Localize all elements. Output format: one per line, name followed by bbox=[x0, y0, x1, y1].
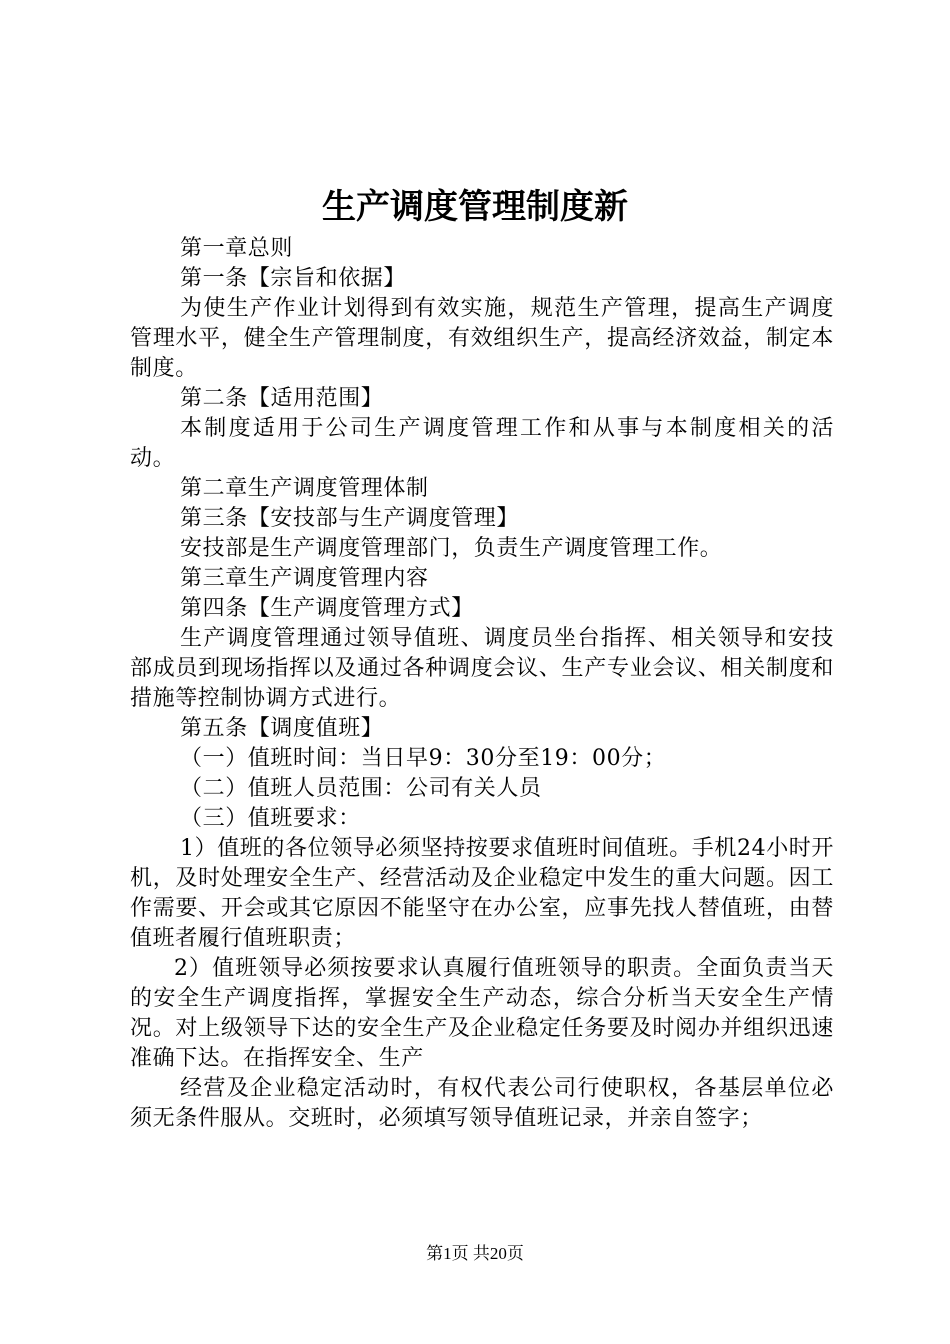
chapter-heading: 第二章生产调度管理体制 bbox=[180, 476, 429, 501]
list-item: （二）值班人员范围：公司有关人员 bbox=[180, 776, 542, 801]
page-number: 第1页 共20页 bbox=[426, 1244, 524, 1263]
document-body bbox=[130, 234, 834, 1134]
article-heading: 第五条【调度值班】 bbox=[180, 716, 384, 741]
paragraph: 1）值班的各位领导必须坚持按要求值班时间值班。手机24小时开机，及时处理安全生产、经营活动及企业稳定中发生的重大问题。因工作需要、开会或其它原因不能坚守在办公室，应事先找人替值班，由替值班者履行值班职责； bbox=[130, 836, 834, 951]
list-item: （一）值班时间：当日早9：30分至19：00分； bbox=[180, 746, 667, 771]
paragraph: 生产调度管理通过领导值班、调度员坐台指挥、相关领导和安技部成员到现场指挥以及通过各种调度会议、生产专业会议、相关制度和措施等控制协调方式进行。 bbox=[130, 626, 834, 711]
paragraph: 安技部是生产调度管理部门，负责生产调度管理工作。 bbox=[180, 536, 723, 561]
paragraph: 2）值班领导必须按要求认真履行值班领导的职责。全面负责当天的安全生产调度指挥，掌握安全生产动态，综合分析当天安全生产情况。对上级领导下达的安全生产及企业稳定任务要及时阅办并组织迅速准确下达。在指挥安全、生产 bbox=[130, 956, 834, 1071]
paragraph: 经营及企业稳定活动时，有权代表公司行使职权，各基层单位必须无条件服从。交班时，必须填写领导值班记录，并亲自签字； bbox=[130, 1076, 834, 1131]
list-item: （三）值班要求： bbox=[180, 806, 361, 831]
chapter-heading: 第三章生产调度管理内容 bbox=[180, 566, 429, 591]
paragraph: 为使生产作业计划得到有效实施，规范生产管理，提高生产调度管理水平，健全生产管理制度，有效组织生产，提高经济效益，制定本制度。 bbox=[130, 296, 834, 381]
chapter-heading: 第一章总则 bbox=[180, 236, 294, 261]
article-heading: 第一条【宗旨和依据】 bbox=[180, 266, 407, 291]
article-heading: 第二条【适用范围】 bbox=[180, 386, 384, 411]
document-title: 生产调度管理制度新 bbox=[322, 187, 628, 227]
article-heading: 第四条【生产调度管理方式】 bbox=[180, 596, 474, 621]
paragraph: 本制度适用于公司生产调度管理工作和从事与本制度相关的活动。 bbox=[130, 416, 834, 471]
article-heading: 第三条【安技部与生产调度管理】 bbox=[180, 506, 520, 531]
